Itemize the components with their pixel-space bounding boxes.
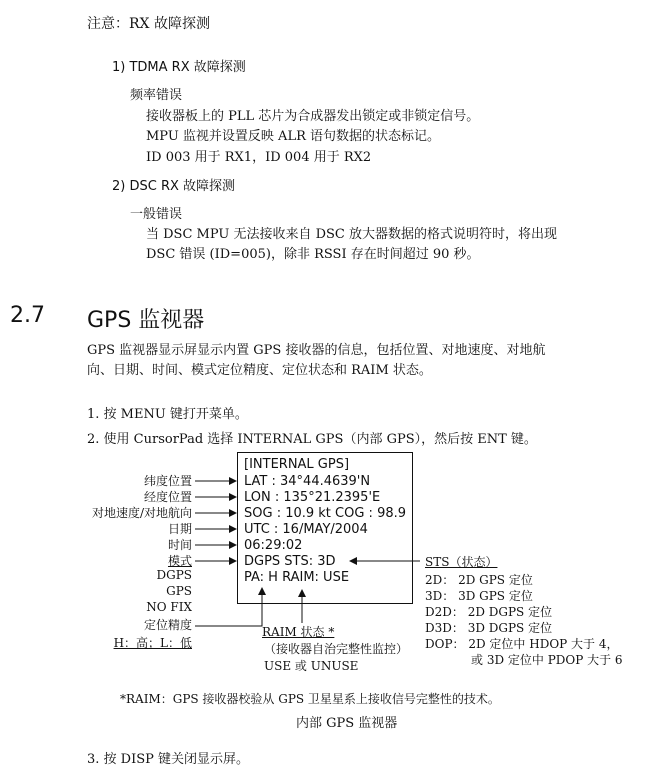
intro-line-2: 向、日期、时间、模式定位精度、定位状态和 RAIM 状态。: [87, 363, 432, 378]
sts-3d: 3D： 3D GPS 定位: [425, 589, 533, 603]
tdma-title: 1) TDMA RX 故障探测: [112, 60, 246, 75]
step-1: 1. 按 MENU 键打开菜单。: [87, 407, 248, 422]
sts-title: STS（状态）: [425, 555, 498, 569]
screen-lon: LON : 135°21.2395'E: [244, 490, 381, 505]
step-2: 2. 使用 CursorPad 选择 INTERNAL GPS（内部 GPS），然后按 ENT 键。: [87, 432, 537, 447]
sts-d2d: D2D： 2D DGPS 定位: [425, 605, 553, 619]
dsc-subtitle: 一般错误: [130, 207, 183, 222]
dsc-line-1: 当 DSC MPU 无法接收来自 DSC 放大器数据的格式说明符时，将出现: [146, 227, 557, 242]
label-lon: 经度位置: [143, 490, 192, 504]
screen-sog: SOG : 10.9 kt COG : 98.9: [244, 506, 407, 521]
label-time: 时间: [167, 538, 192, 552]
raim-values: USE 或 UNUSE: [264, 659, 359, 673]
note-title: 注意：RX 故障探测: [87, 16, 210, 32]
label-sog: 对地速度/对地航向: [91, 506, 192, 520]
footnote: *RAIM：GPS 接收器校验从 GPS 卫星星系上接收信号完整性的技术。: [120, 692, 500, 706]
label-gps: GPS: [166, 584, 192, 598]
dsc-title: 2) DSC RX 故障探测: [112, 179, 236, 194]
label-lat: 纬度位置: [143, 474, 192, 488]
sts-dop: DOP： 2D 定位中 HDOP 大于 4，: [425, 637, 619, 651]
section-title: GPS 监视器: [87, 308, 205, 333]
label-hl: H：高；L：低: [113, 636, 192, 650]
label-mode: 模式: [167, 554, 192, 568]
screen-title: [INTERNAL GPS]: [244, 457, 350, 472]
screen-utc: UTC : 16/MAY/2004: [244, 522, 368, 537]
screen-dgps: DGPS STS: 3D: [244, 554, 336, 569]
sts-2d: 2D： 2D GPS 定位: [425, 573, 533, 587]
step-3: 3. 按 DISP 键关闭显示屏。: [87, 752, 250, 767]
tdma-line-2: MPU 监视并设置反映 ALR 语句数据的状态标记。: [146, 129, 440, 144]
label-nofix: NO FIX: [146, 600, 192, 614]
intro-line-1: GPS 监视器显示屏显示内置 GPS 接收器的信息，包括位置、对地速度、对地航: [87, 343, 546, 358]
tdma-line-1: 接收器板上的 PLL 芯片为合成器发出锁定或非锁定信号。: [146, 109, 480, 124]
screen-time: 06:29:02: [244, 538, 303, 553]
dsc-line-2: DSC 错误 (ID=005)，除非 RSSI 存在时间超过 90 秒。: [146, 247, 480, 262]
tdma-subtitle: 频率错误: [130, 88, 183, 103]
tdma-line-3: ID 003 用于 RX1，ID 004 用于 RX2: [146, 150, 372, 165]
figure-caption: 内部 GPS 监视器: [296, 716, 398, 731]
sts-dop-cont: 或 3D 定位中 PDOP 大于 6: [471, 653, 623, 667]
raim-title: RAIM 状态 *: [262, 625, 335, 639]
screen-lat: LAT : 34°44.4639'N: [244, 474, 371, 489]
label-date: 日期: [167, 522, 192, 536]
section-number: 2.7: [10, 303, 45, 328]
label-dgps: DGPS: [156, 568, 192, 582]
raim-desc: （接收器自治完整性监控）: [264, 642, 409, 656]
label-accuracy: 定位精度: [143, 618, 192, 632]
sts-d3d: D3D： 3D DGPS 定位: [425, 621, 553, 635]
screen-pa: PA: H RAIM: USE: [244, 570, 350, 585]
